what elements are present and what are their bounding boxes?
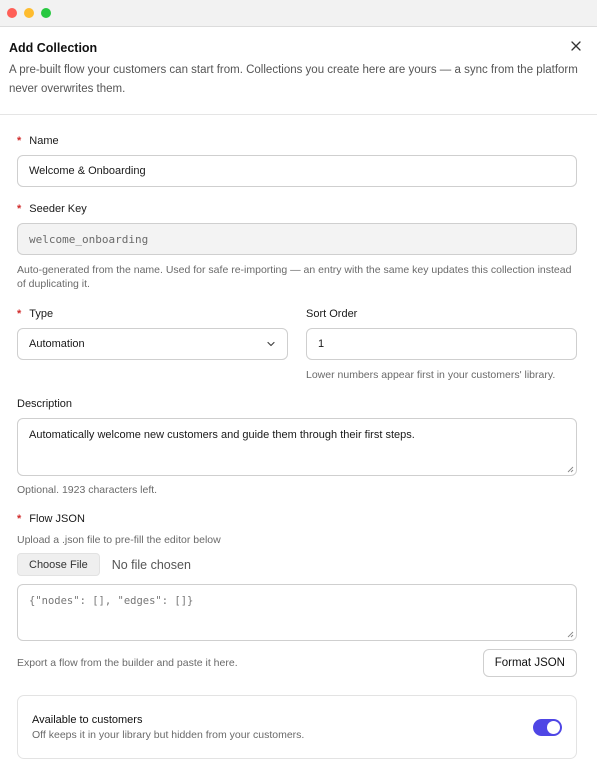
type-label-text: Type [29,308,54,320]
flow-json-textarea[interactable] [17,584,577,641]
sort-order-value: 1 [318,338,325,350]
seeder-key-label [17,203,577,215]
window-maximize-dot[interactable] [41,8,51,18]
sort-order-hint: Lower numbers appear first in your customers' library. [306,369,556,381]
description-label [17,398,577,410]
name-label [17,135,577,147]
resize-grip-icon[interactable] [566,630,574,638]
window-minimize-dot[interactable] [24,8,34,18]
type-select-value: Automation [29,338,85,350]
description-hint: Optional. 1923 characters left. [17,484,158,496]
type-label [17,308,288,320]
dialog-title: Add Collection [9,41,98,55]
flow-json-label-text: Flow JSON [29,513,85,525]
format-json-button[interactable]: Format JSON [483,649,577,677]
flow-json-label [17,513,577,525]
no-file-chosen-text: No file chosen [111,557,191,572]
type-select[interactable] [17,328,288,360]
sort-order-input[interactable] [306,328,577,360]
sort-order-label [306,308,577,320]
seeder-key-label-text: Seeder Key [29,203,87,215]
seeder-key-hint: Auto-generated from the name. Used for safe re-importing — an entry with the same key updates this collection instead of duplicating it. [17,264,572,290]
name-input[interactable] [17,155,577,187]
required-marker: * [17,513,22,525]
seeder-key-value: welcome_onboarding [29,232,149,246]
resize-grip-icon[interactable] [566,465,574,473]
availability-title: Available to customers [32,713,143,726]
window-close-dot[interactable] [7,8,17,18]
required-marker: * [17,308,22,320]
chevron-down-icon [266,339,276,349]
flow-json-hint: Export a flow from the builder and paste it here. [17,657,238,669]
dialog-description: A pre-built flow your customers can start from. Collections you create here are yours — a sync from the platform never overwrites them. [9,64,578,95]
availability-toggle[interactable] [533,719,562,736]
flow-json-placeholder: {"nodes": [], "edges": []} [29,595,194,607]
flow-json-footer [17,649,577,677]
availability-card [17,695,577,759]
name-input-value: Welcome & Onboarding [29,165,146,177]
dialog-body [0,135,597,759]
type-column [17,308,288,382]
dialog-header [0,27,597,115]
seeder-key-input[interactable] [17,223,577,255]
description-textarea[interactable] [17,418,577,476]
sort-order-label-text: Sort Order [306,308,358,320]
close-button[interactable] [569,39,583,53]
flow-json-upload-hint: Upload a .json file to pre-fill the editor below [17,534,221,546]
name-label-text: Name [29,135,59,147]
sort-order-column [306,308,577,382]
description-label-text: Description [17,398,73,410]
required-marker: * [17,203,22,215]
file-upload-row [17,553,577,576]
availability-text [32,714,304,741]
window-titlebar [0,0,597,27]
availability-subtitle: Off keeps it in your library but hidden from your customers. [32,728,305,741]
description-value: Automatically welcome new customers and guide them through their first steps. [29,429,415,441]
required-marker: * [17,135,22,147]
toggle-knob [547,721,560,734]
choose-file-button[interactable]: Choose File [17,553,100,576]
close-icon [569,39,583,53]
type-sort-row [17,308,577,382]
